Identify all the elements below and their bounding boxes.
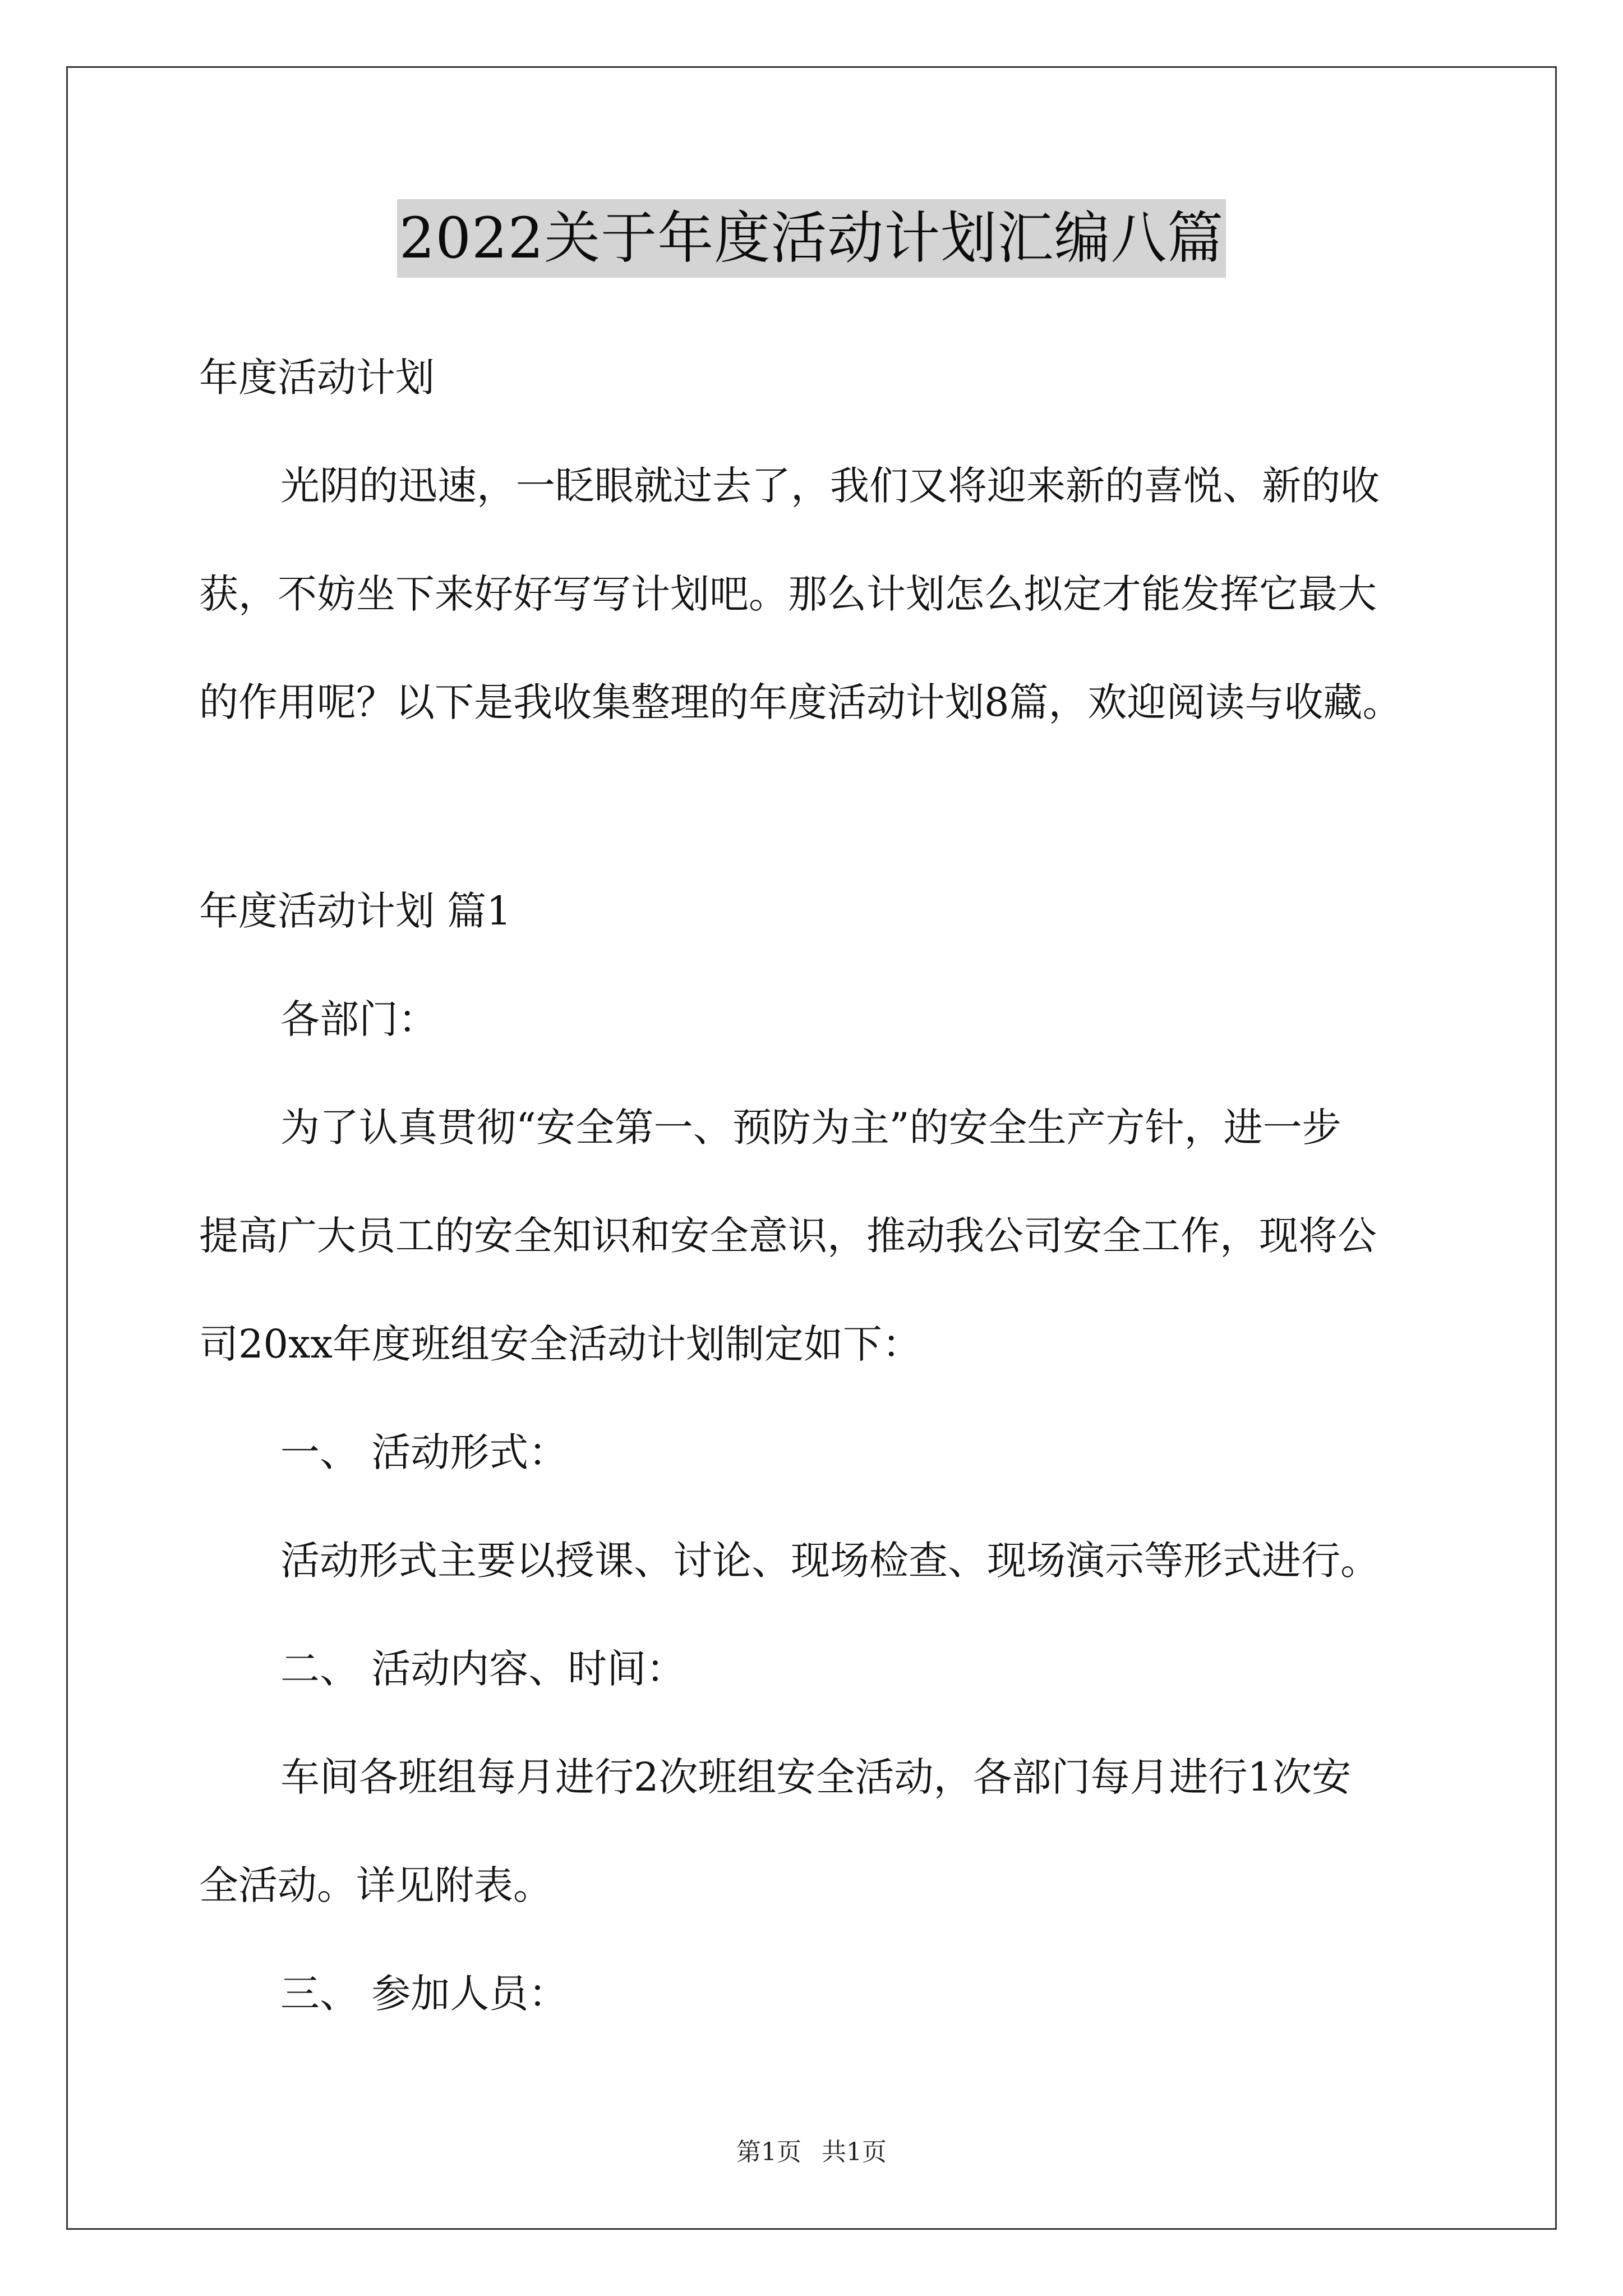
paragraph-line: 的作用呢？以下是我收集整理的年度活动计划8篇，欢迎阅读与收藏。 — [199, 679, 1402, 725]
paragraph-line: 光阴的迅速，一眨眼就过去了，我们又将迎来新的喜悦、新的收 — [280, 463, 1380, 509]
document-title: 2022关于年度活动计划汇编八篇 — [397, 199, 1227, 278]
list-heading: 一、 活动形式： — [280, 1429, 568, 1475]
page-footer — [0, 2132, 1623, 2168]
paragraph-line: 为了认真贯彻“安全第一、预防为主”的安全生产方针，进一步 — [280, 1105, 1341, 1151]
page-number: 第1页 — [736, 2138, 801, 2166]
title-container — [0, 199, 1623, 278]
paragraph-line: 活动形式主要以授课、讨论、现场检查、现场演示等形式进行。 — [280, 1538, 1380, 1584]
salutation: 各部门： — [280, 996, 437, 1042]
paragraph-line: 获，不妨坐下来好好写写计划吧。那么计划怎么拟定才能发挥它最大 — [199, 571, 1377, 617]
paragraph-line: 司20xx年度班组安全活动计划制定如下： — [199, 1321, 922, 1367]
page-total: 共1页 — [822, 2138, 887, 2166]
paragraph-line: 提高广大员工的安全知识和安全意识，推动我公司安全工作，现将公 — [199, 1213, 1377, 1259]
paragraph-line: 全活动。详见附表。 — [199, 1862, 552, 1908]
section-heading: 年度活动计划 — [199, 355, 435, 401]
paragraph-line: 车间各班组每月进行2次班组安全活动，各部门每月进行1次安 — [280, 1754, 1352, 1800]
list-heading: 三、 参加人员： — [280, 1971, 568, 2017]
section-heading: 年度活动计划 篇1 — [199, 888, 511, 934]
list-heading: 二、 活动内容、时间： — [280, 1646, 686, 1692]
